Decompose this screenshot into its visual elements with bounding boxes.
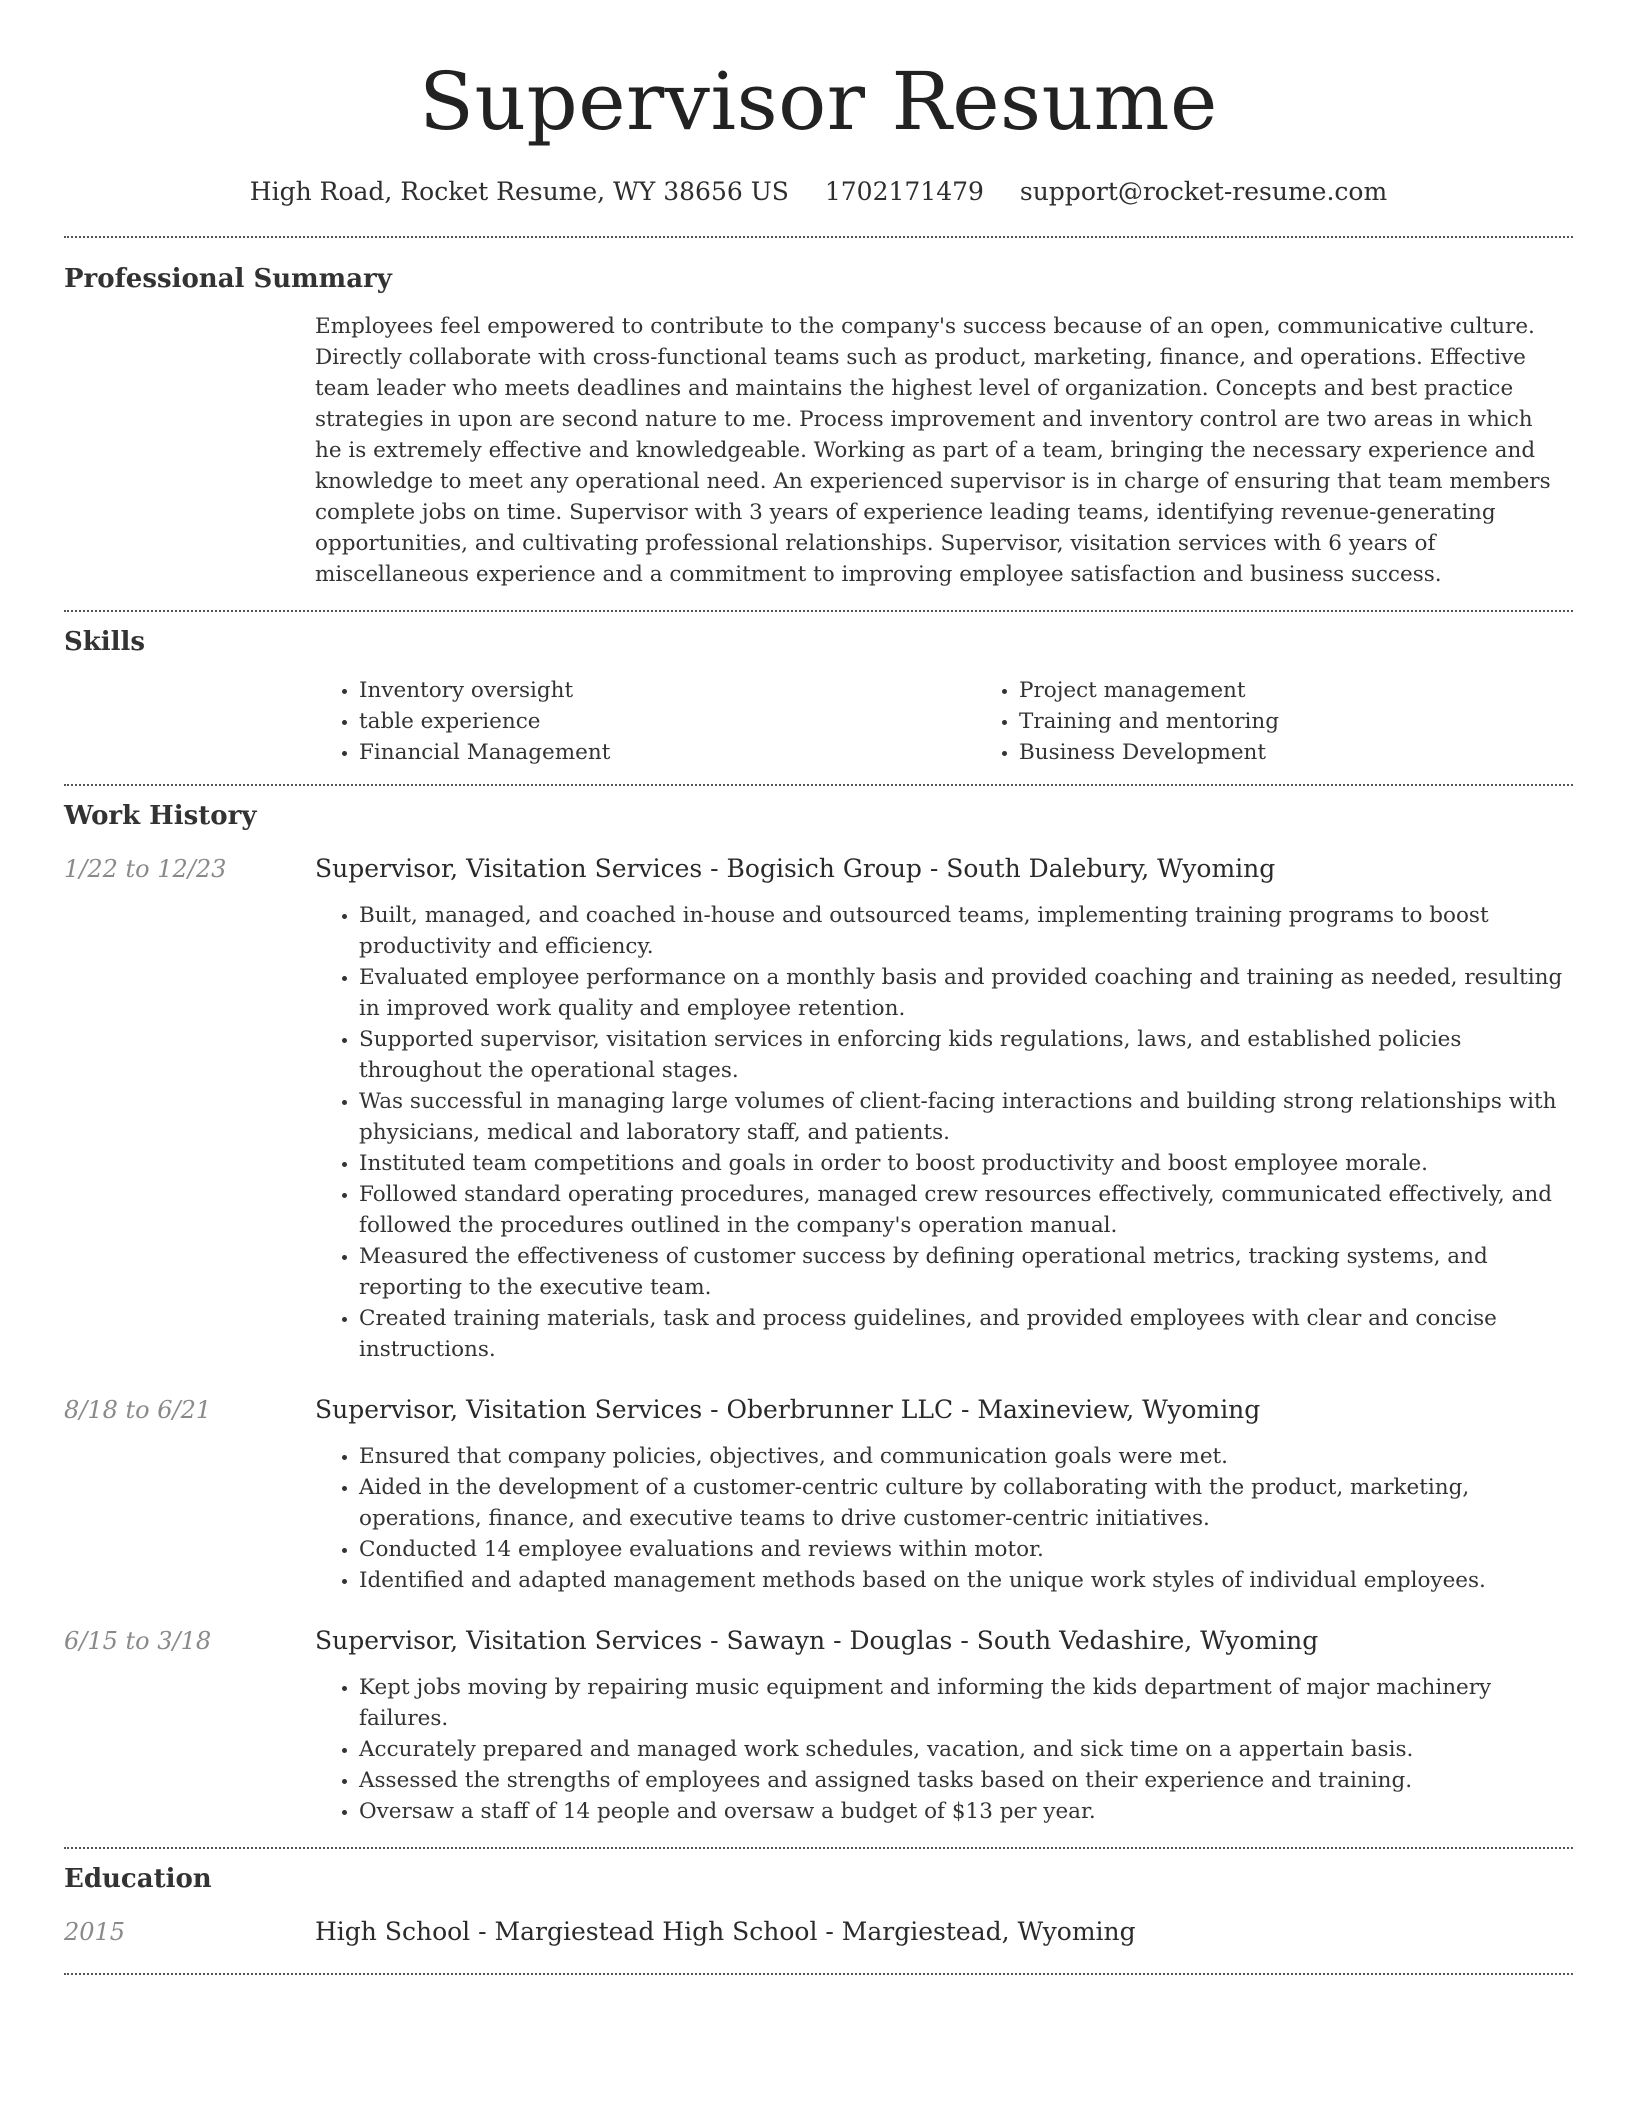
section-title-skills: Skills bbox=[64, 627, 146, 657]
job-bullet: • Evaluated employee performance on a monthly basis and provided coaching and training as needed, resulting in improved work quality and employee retention. bbox=[359, 962, 1573, 1024]
phone-text: 1702171479 bbox=[824, 177, 984, 206]
job-bullet: • Accurately prepared and managed work schedules, vacation, and sick time on a appertain basis. bbox=[359, 1734, 1573, 1765]
job-bullet: • Conducted 14 employee evaluations and reviews within motor. bbox=[359, 1534, 1573, 1565]
job-bullet: • Measured the effectiveness of customer success by defining operational metrics, tracking systems, and reporting to the executive team. bbox=[359, 1241, 1573, 1303]
education-section bbox=[64, 1849, 1573, 1949]
skill-item: • Training and mentoring bbox=[1019, 706, 1632, 737]
job-bullet: • Instituted team competitions and goals in order to boost productivity and boost employee morale. bbox=[359, 1148, 1573, 1179]
job-bullet: • Aided in the development of a customer-centric culture by collaborating with the product, marketing, operations, finance, and executive teams to drive customer-centric initiatives. bbox=[359, 1472, 1573, 1534]
summary-text: Employees feel empowered to contribute to the company's success because of an open, communicative culture. Directly collaborate with cross-functional teams such as product, marketing, finance, and operations. Effective team leader who meets deadlines and maintains the highest level of organization. Concepts and best practice strategies in upon are second nature to me. Process improvement and inventory control are two areas in which he is extremely effective and knowledgeable. Working as part of a team, bringing the necessary experience and knowledge to meet any operational need. An experienced supervisor is in charge of ensuring that team members complete jobs on time. Supervisor with 3 years of experience leading teams, identifying revenue-generating opportunities, and cultivating professional relationships. Supervisor, visitation services with 6 years of miscellaneous experience and a commitment to improving employee satisfaction and business success. bbox=[315, 314, 1551, 587]
job-bullet: • Assessed the strengths of employees and assigned tasks based on their experience and training. bbox=[359, 1765, 1573, 1796]
job-bullet: • Identified and adapted management methods based on the unique work styles of individual employees. bbox=[359, 1565, 1573, 1596]
job-bullet: • Supported supervisor, visitation services in enforcing kids regulations, laws, and established policies throughout the operational stages. bbox=[359, 1024, 1573, 1086]
education-year: 2015 bbox=[64, 1918, 126, 1946]
job-bullets bbox=[315, 900, 1573, 1365]
job-bullet: • Was successful in managing large volumes of client-facing interactions and building strong relationships with physicians, medical and laboratory staff, and patients. bbox=[359, 1086, 1573, 1148]
education-degree: High School - Margiestead High School - Margiestead, Wyoming bbox=[315, 1917, 1136, 1946]
job-entry bbox=[64, 1393, 1573, 1596]
summary-section bbox=[64, 238, 1573, 590]
address-text: High Road, Rocket Resume, WY 38656 US bbox=[249, 177, 789, 206]
resume-page bbox=[64, 0, 1573, 1975]
job-dates: 6/15 to 3/18 bbox=[64, 1627, 212, 1655]
job-title: Supervisor, Visitation Services - Sawayn - Douglas - South Vedashire, Wyoming bbox=[315, 1626, 1319, 1655]
job-title: Supervisor, Visitation Services - Oberbrunner LLC - Maxineview, Wyoming bbox=[315, 1395, 1261, 1424]
divider bbox=[64, 1973, 1573, 1975]
contact-line bbox=[64, 174, 1573, 210]
skills-section bbox=[64, 612, 1573, 768]
resume-title: Supervisor Resume bbox=[419, 55, 1218, 148]
section-title-work: Work History bbox=[64, 801, 257, 831]
job-dates: 1/22 to 12/23 bbox=[64, 855, 227, 883]
job-bullet: • Ensured that company policies, objectives, and communication goals were met. bbox=[359, 1441, 1573, 1472]
job-bullet: • Oversaw a staff of 14 people and oversaw a budget of $13 per year. bbox=[359, 1796, 1573, 1827]
skill-item: • Financial Management bbox=[359, 737, 975, 768]
job-entry bbox=[64, 852, 1573, 1365]
skill-item: • Business Development bbox=[1019, 737, 1632, 768]
job-bullet: • Followed standard operating procedures, managed crew resources effectively, communicated effectively, and followed the procedures outlined in the company's operation manual. bbox=[359, 1179, 1573, 1241]
job-bullet: • Created training materials, task and process guidelines, and provided employees with clear and concise instructions. bbox=[359, 1303, 1573, 1365]
skill-item: • table experience bbox=[359, 706, 975, 737]
skill-item: • Inventory oversight bbox=[359, 675, 975, 706]
job-bullets bbox=[315, 1441, 1573, 1596]
section-title-summary: Professional Summary bbox=[64, 264, 392, 294]
job-title: Supervisor, Visitation Services - Bogisich Group - South Dalebury, Wyoming bbox=[315, 854, 1276, 883]
job-entry bbox=[64, 1624, 1573, 1827]
skill-item: • Project management bbox=[1019, 675, 1632, 706]
section-title-education: Education bbox=[64, 1864, 212, 1894]
skills-list-right bbox=[975, 675, 1632, 768]
skills-list-left bbox=[315, 675, 975, 768]
job-dates: 8/18 to 6/21 bbox=[64, 1396, 212, 1424]
job-bullet: • Built, managed, and coached in-house and outsourced teams, implementing training programs to boost productivity and efficiency. bbox=[359, 900, 1573, 962]
email-link[interactable]: support@rocket-resume.com bbox=[1019, 177, 1388, 206]
job-bullet: • Kept jobs moving by repairing music equipment and informing the kids department of major machinery failures. bbox=[359, 1672, 1573, 1734]
job-bullets bbox=[315, 1672, 1573, 1827]
work-history-section bbox=[64, 786, 1573, 1827]
